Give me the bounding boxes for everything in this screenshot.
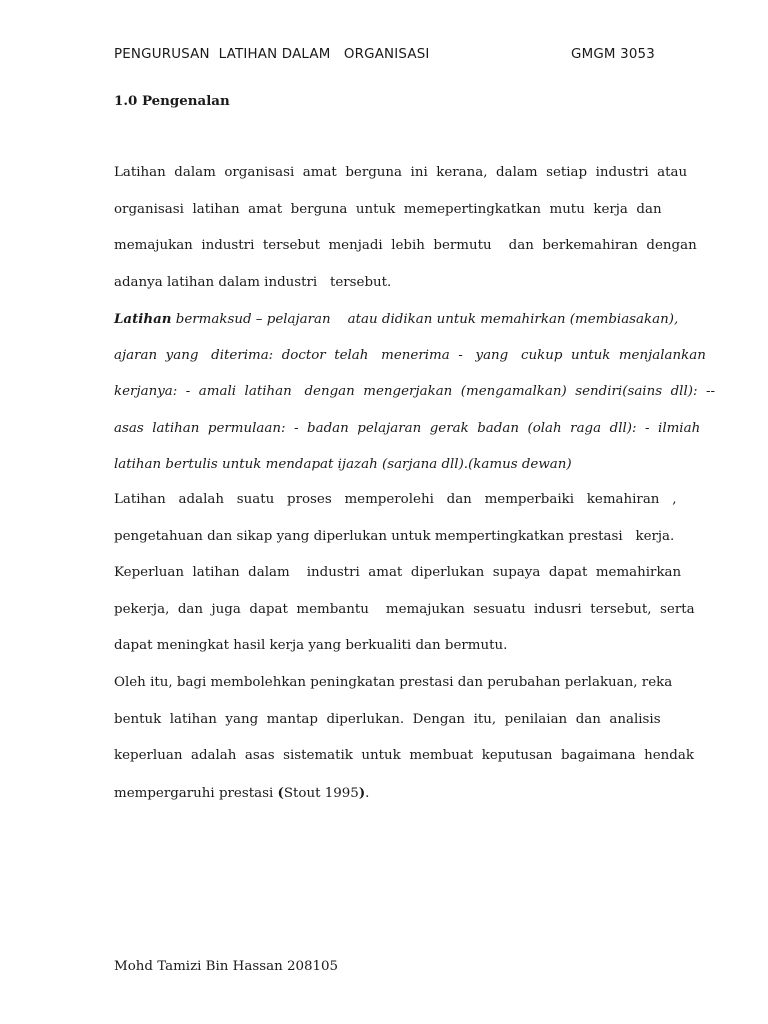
course-code: GMGM 3053 — [571, 47, 655, 62]
defined-term: Latihan — [114, 311, 172, 327]
text-line: bentuk latihan yang mantap diperlukan. Dengan itu, penilaian dan analisis — [114, 712, 661, 727]
text-line: latihan bertulis untuk mendapat ijazah (sarjana dll).(kamus dewan) — [114, 457, 572, 472]
text-line: dapat meningkat hasil kerja yang berkualiti dan bermutu. — [114, 638, 508, 653]
page-header — [114, 47, 655, 67]
citation-close-paren: ) — [358, 785, 366, 801]
text-line — [114, 785, 655, 805]
citation-open-paren: ( — [277, 785, 284, 801]
text-line: memajukan industri tersebut menjadi lebih bermutu dan berkemahiran dengan — [114, 238, 697, 253]
text-segment: mempergaruhi prestasi — [114, 786, 278, 801]
text-line: kerjanya: - amali latihan dengan mengerjakan (mengamalkan) sendiri(sains dll): -- — [114, 384, 716, 399]
text-line — [114, 311, 679, 331]
text-line: ajaran yang diterima: doctor telah menerima - yang cukup untuk menjalankan — [114, 348, 706, 363]
definition-text: bermaksud – pelajaran atau didikan untuk memahirkan (membiasakan), — [171, 312, 679, 327]
text-line: organisasi latihan amat berguna untuk memepertingkatkan mutu kerja dan — [114, 202, 662, 217]
citation-text: Stout 1995 — [283, 786, 359, 801]
text-line: Latihan adalah suatu proses memperolehi dan memperbaiki kemahiran , — [114, 492, 677, 507]
text-line: keperluan adalah asas sistematik untuk membuat keputusan bagaimana hendak — [114, 748, 694, 763]
page-footer-author: Mohd Tamizi Bin Hassan 208105 — [114, 959, 339, 974]
text-segment: . — [365, 786, 370, 801]
text-line: Oleh itu, bagi membolehkan peningkatan prestasi dan perubahan perlakuan, reka — [114, 675, 673, 690]
section-heading: 1.0 Pengenalan — [114, 93, 230, 109]
text-line: asas latihan permulaan: - badan pelajaran gerak badan (olah raga dll): - ilmiah — [114, 421, 701, 436]
text-line: pekerja, dan juga dapat membantu memajukan sesuatu indusri tersebut, serta — [114, 602, 695, 617]
text-line: adanya latihan dalam industri tersebut. — [114, 275, 392, 290]
text-line: pengetahuan dan sikap yang diperlukan untuk mempertingkatkan prestasi kerja. — [114, 529, 675, 544]
text-line: Keperluan latihan dalam industri amat diperlukan supaya dapat memahirkan — [114, 565, 682, 580]
text-line: Latihan dalam organisasi amat berguna ini kerana, dalam setiap industri atau — [114, 165, 688, 180]
course-title: PENGURUSAN LATIHAN DALAM ORGANISASI — [114, 47, 430, 62]
